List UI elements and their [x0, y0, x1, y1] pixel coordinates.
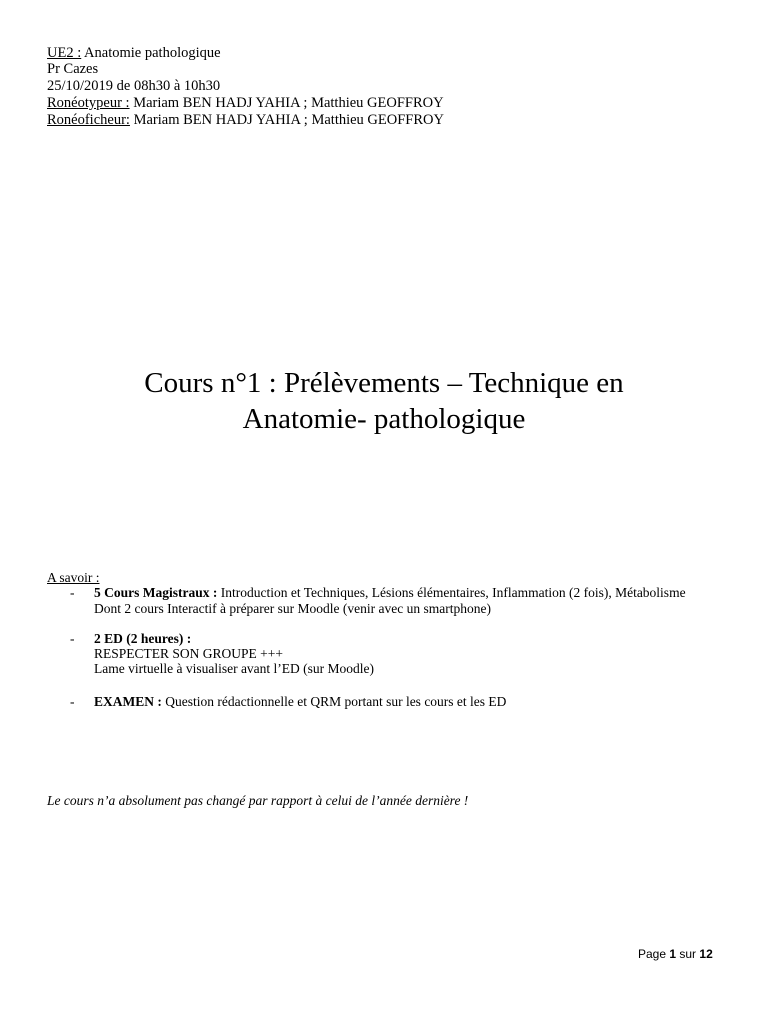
- datetime-line: 25/10/2019 de 08h30 à 10h30: [47, 78, 221, 94]
- list-bullet: -: [70, 694, 75, 709]
- course-unit-value: Anatomie pathologique: [81, 45, 221, 61]
- list-item-exam: [94, 694, 506, 709]
- course-unit-label: UE2 :: [47, 45, 82, 61]
- document-title-line-1: Cours n°1 : Prélèvements – Technique en: [144, 367, 624, 399]
- list-item-exam-label: EXAMEN :: [94, 694, 162, 709]
- course-note: Le cours n’a absolument pas changé par rapport à celui de l’année dernière !: [47, 793, 469, 808]
- list-item-ed-label: 2 ED (2 heures) :: [94, 631, 192, 646]
- document-title-line-2: Anatomie- pathologique: [242, 403, 526, 435]
- roneoficheur-line: [47, 112, 444, 128]
- list-item-lectures-text: Introduction et Techniques, Lésions élémentaires, Inflammation (2 fois), Métabolisme: [217, 585, 686, 600]
- list-bullet: -: [70, 631, 75, 646]
- of-word: sur: [676, 947, 700, 961]
- roneotypeur-label: Ronéotypeur :: [47, 95, 130, 111]
- list-item-ed-detail-1: RESPECTER SON GROUPE +++: [94, 646, 283, 661]
- list-item-lectures: [94, 585, 686, 600]
- list-item-lectures-label: 5 Cours Magistraux :: [94, 585, 218, 600]
- list-item-exam-text: Question rédactionnelle et QRM portant sur les cours et les ED: [161, 694, 507, 709]
- page-word: Page: [638, 947, 670, 961]
- roneotypeur-line: [47, 95, 444, 111]
- page-number: [638, 947, 713, 961]
- list-item-lectures-detail: Dont 2 cours Interactif à préparer sur Moodle (venir avec un smartphone): [94, 601, 491, 616]
- list-bullet: -: [70, 585, 75, 600]
- current-page: 1: [669, 947, 677, 961]
- roneotypeur-value: Mariam BEN HADJ YAHIA ; Matthieu GEOFFROY: [129, 95, 444, 111]
- roneoficheur-label: Ronéoficheur:: [47, 112, 130, 128]
- total-pages: 12: [699, 947, 713, 961]
- list-item-ed-detail-2: Lame virtuelle à visualiser avant l’ED (sur Moodle): [94, 661, 375, 676]
- list-item-ed: [94, 631, 191, 646]
- savoir-heading: A savoir :: [47, 570, 100, 585]
- professor-line: Pr Cazes: [47, 61, 99, 77]
- roneoficheur-value: Mariam BEN HADJ YAHIA ; Matthieu GEOFFROY: [129, 112, 444, 128]
- course-unit-line: [47, 45, 221, 61]
